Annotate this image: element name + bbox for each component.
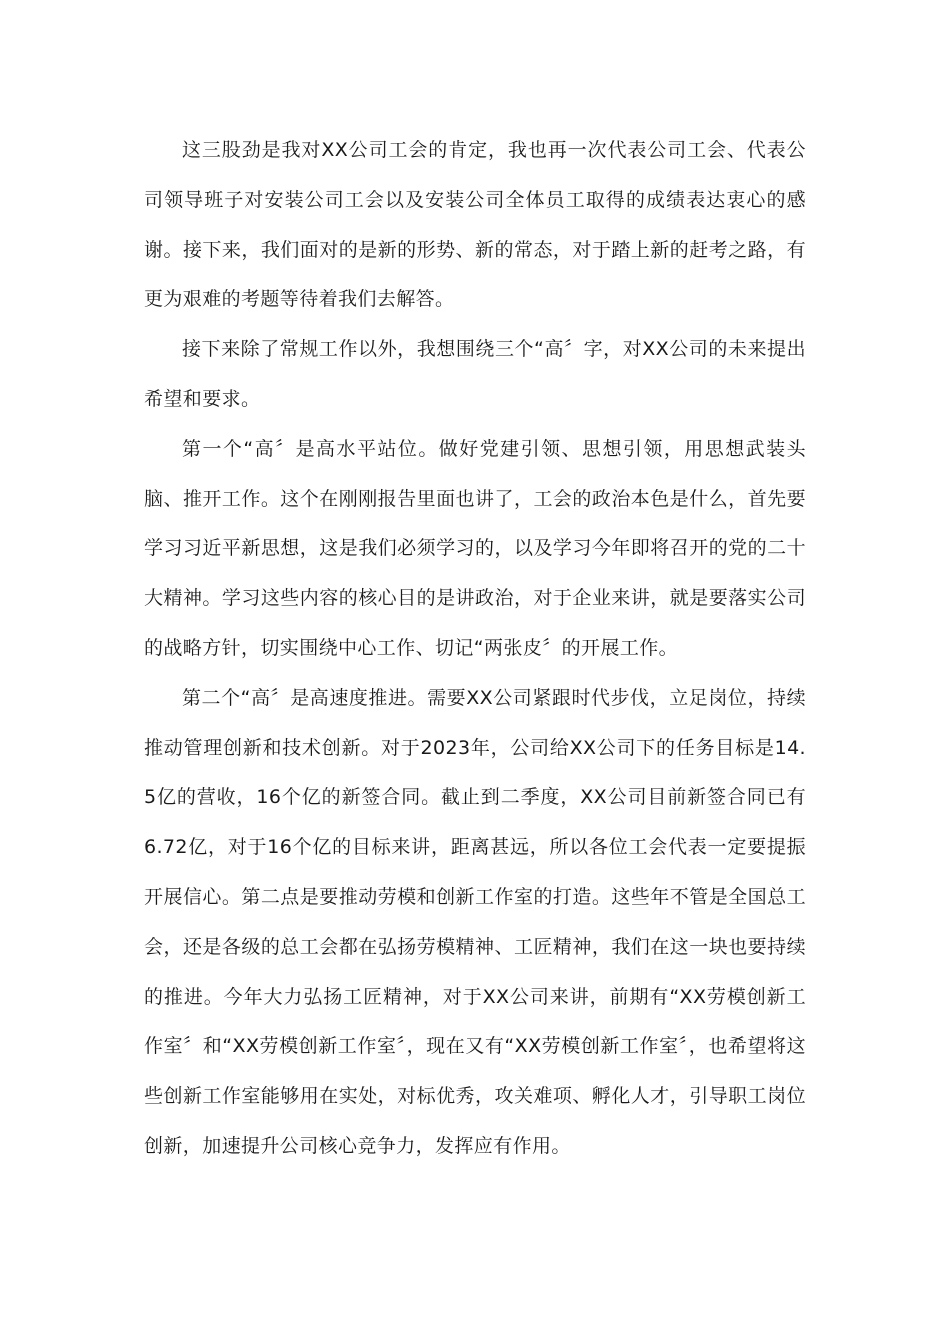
document-body — [144, 126, 806, 1172]
paragraph-three-gao-intro: 接下来除了常规工作以外，我想围绕三个“高〞字，对XX公司的未来提出希望和要求。 — [144, 338, 806, 410]
paragraph-first-gao: 第一个“高〞是高水平站位。做好党建引领、思想引领，用思想武装头脑、推开工作。这个在刚刚报告里面也讲了，工会的政治本色是什么，首先要学习习近平新思想，这是我们必须学习的，以及学习今年即将召开的党的二十大精神。学习这些内容的核心目的是讲政治，对于企业来讲，就是要落实公司的战略方针，切实围绕中心工作、切记“两张皮〞的开展工作。 — [144, 437, 806, 659]
paragraph-gratitude: 这三股劲是我对XX公司工会的肯定，我也再一次代表公司工会、代表公司领导班子对安装公司工会以及安装公司全体员工取得的成绩表达衷心的感谢。接下来，我们面对的是新的形势、新的常态，对于踏上新的赶考之路，有更为艰难的考题等待着我们去解答。 — [144, 139, 806, 311]
paragraph-second-gao: 第二个“高〞是高速度推进。需要XX公司紧跟时代步伐，立足岗位，持续推动管理创新和技术创新。对于2023年，公司给XX公司下的任务目标是14.5亿的营收，16个亿的新签合同。截止到二季度，XX公司目前新签合同已有6.72亿，对于16个亿的目标来讲，距离甚远，所以各位工会代表一定要提振开展信心。第二点是要推动劳模和创新工作室的打造。这些年不管是全国总工会，还是各级的总工会都在弘扬劳模精神、工匠精神，我们在这一块也要持续的推进。今年大力弘扬工匠精神，对于XX公司来讲，前期有“XX劳模创新工作室〞和“XX劳模创新工作室〞，现在又有“XX劳模创新工作室〞，也希望将这些创新工作室能够用在实处，对标优秀，攻关难项、孵化人才，引导职工岗位创新，加速提升公司核心竞争力，发挥应有作用。 — [144, 686, 806, 1157]
